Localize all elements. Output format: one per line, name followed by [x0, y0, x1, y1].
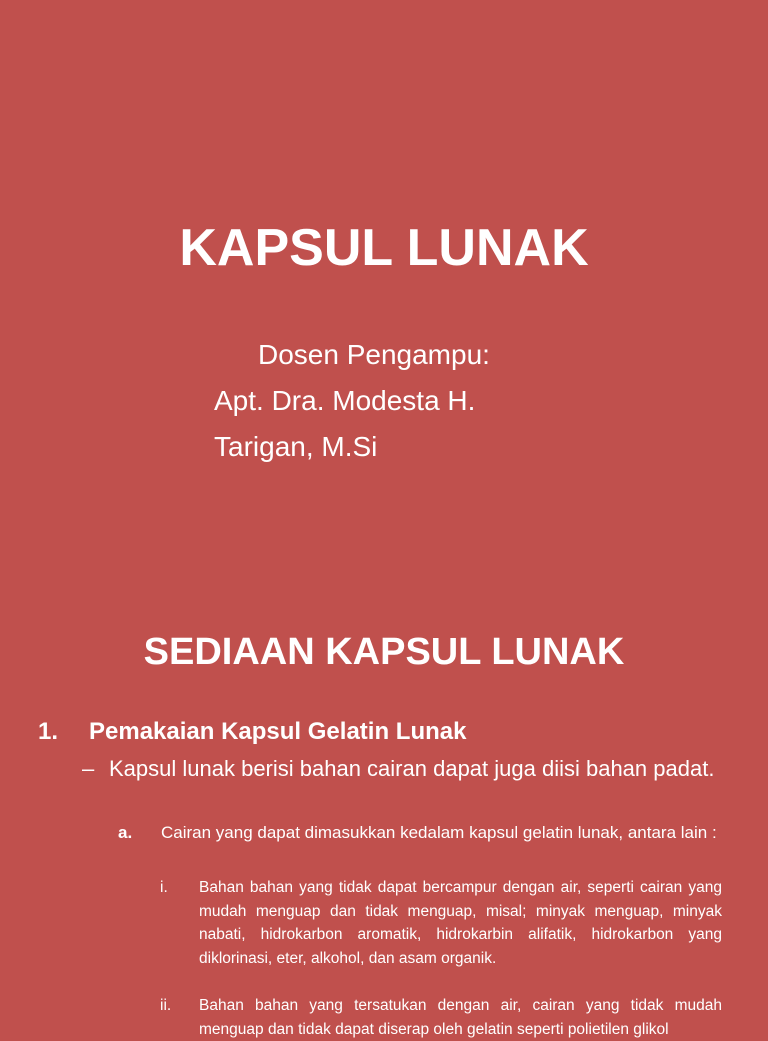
- section-heading: [38, 714, 466, 750]
- sub-item-text: Cairan yang dapat dimasukkan kedalam kapsul gelatin lunak, antara lain :: [161, 823, 717, 842]
- list-item-text: Bahan bahan yang tidak dapat bercampur dengan air, seperti cairan yang mudah menguap dan tidak menguap, misal; minyak menguap, minyak nabati, hidrokarbon aromatik, hidrokarbin alifatik, hidrokarbon yang diklorinasi, eter, alkohol, dan asam organik.: [199, 879, 722, 967]
- sub-item-a: [118, 821, 722, 845]
- lecturer-label: Dosen Pengampu:: [258, 339, 490, 370]
- section-title: Pemakaian Kapsul Gelatin Lunak: [89, 718, 467, 745]
- sub-item-marker: a.: [118, 823, 133, 842]
- bullet-item: [82, 754, 722, 784]
- lecturer-name-line2: Tarigan, M.Si: [214, 431, 378, 462]
- list-item: [160, 876, 722, 970]
- slide-content-heading: SEDIAAN KAPSUL LUNAK: [143, 631, 625, 673]
- list-item-marker: ii.: [160, 997, 172, 1014]
- slide-title-heading: KAPSUL LUNAK: [179, 219, 589, 277]
- lecturer-block: [214, 332, 490, 470]
- list-item-marker: i.: [160, 879, 168, 896]
- lecturer-name-line1: Apt. Dra. Modesta H.: [214, 385, 476, 416]
- bullet-dash: –: [82, 756, 95, 781]
- slide-content: [0, 576, 768, 1038]
- section-number: 1.: [38, 718, 59, 745]
- list-item-text: Bahan bahan yang tersatukan dengan air, cairan yang tidak mudah menguap dan tidak dapat diserap oleh gelatin seperti polietilen glikol: [199, 997, 722, 1038]
- list-item: [160, 994, 722, 1041]
- bullet-text: Kapsul lunak berisi bahan cairan dapat juga diisi bahan padat.: [109, 756, 715, 781]
